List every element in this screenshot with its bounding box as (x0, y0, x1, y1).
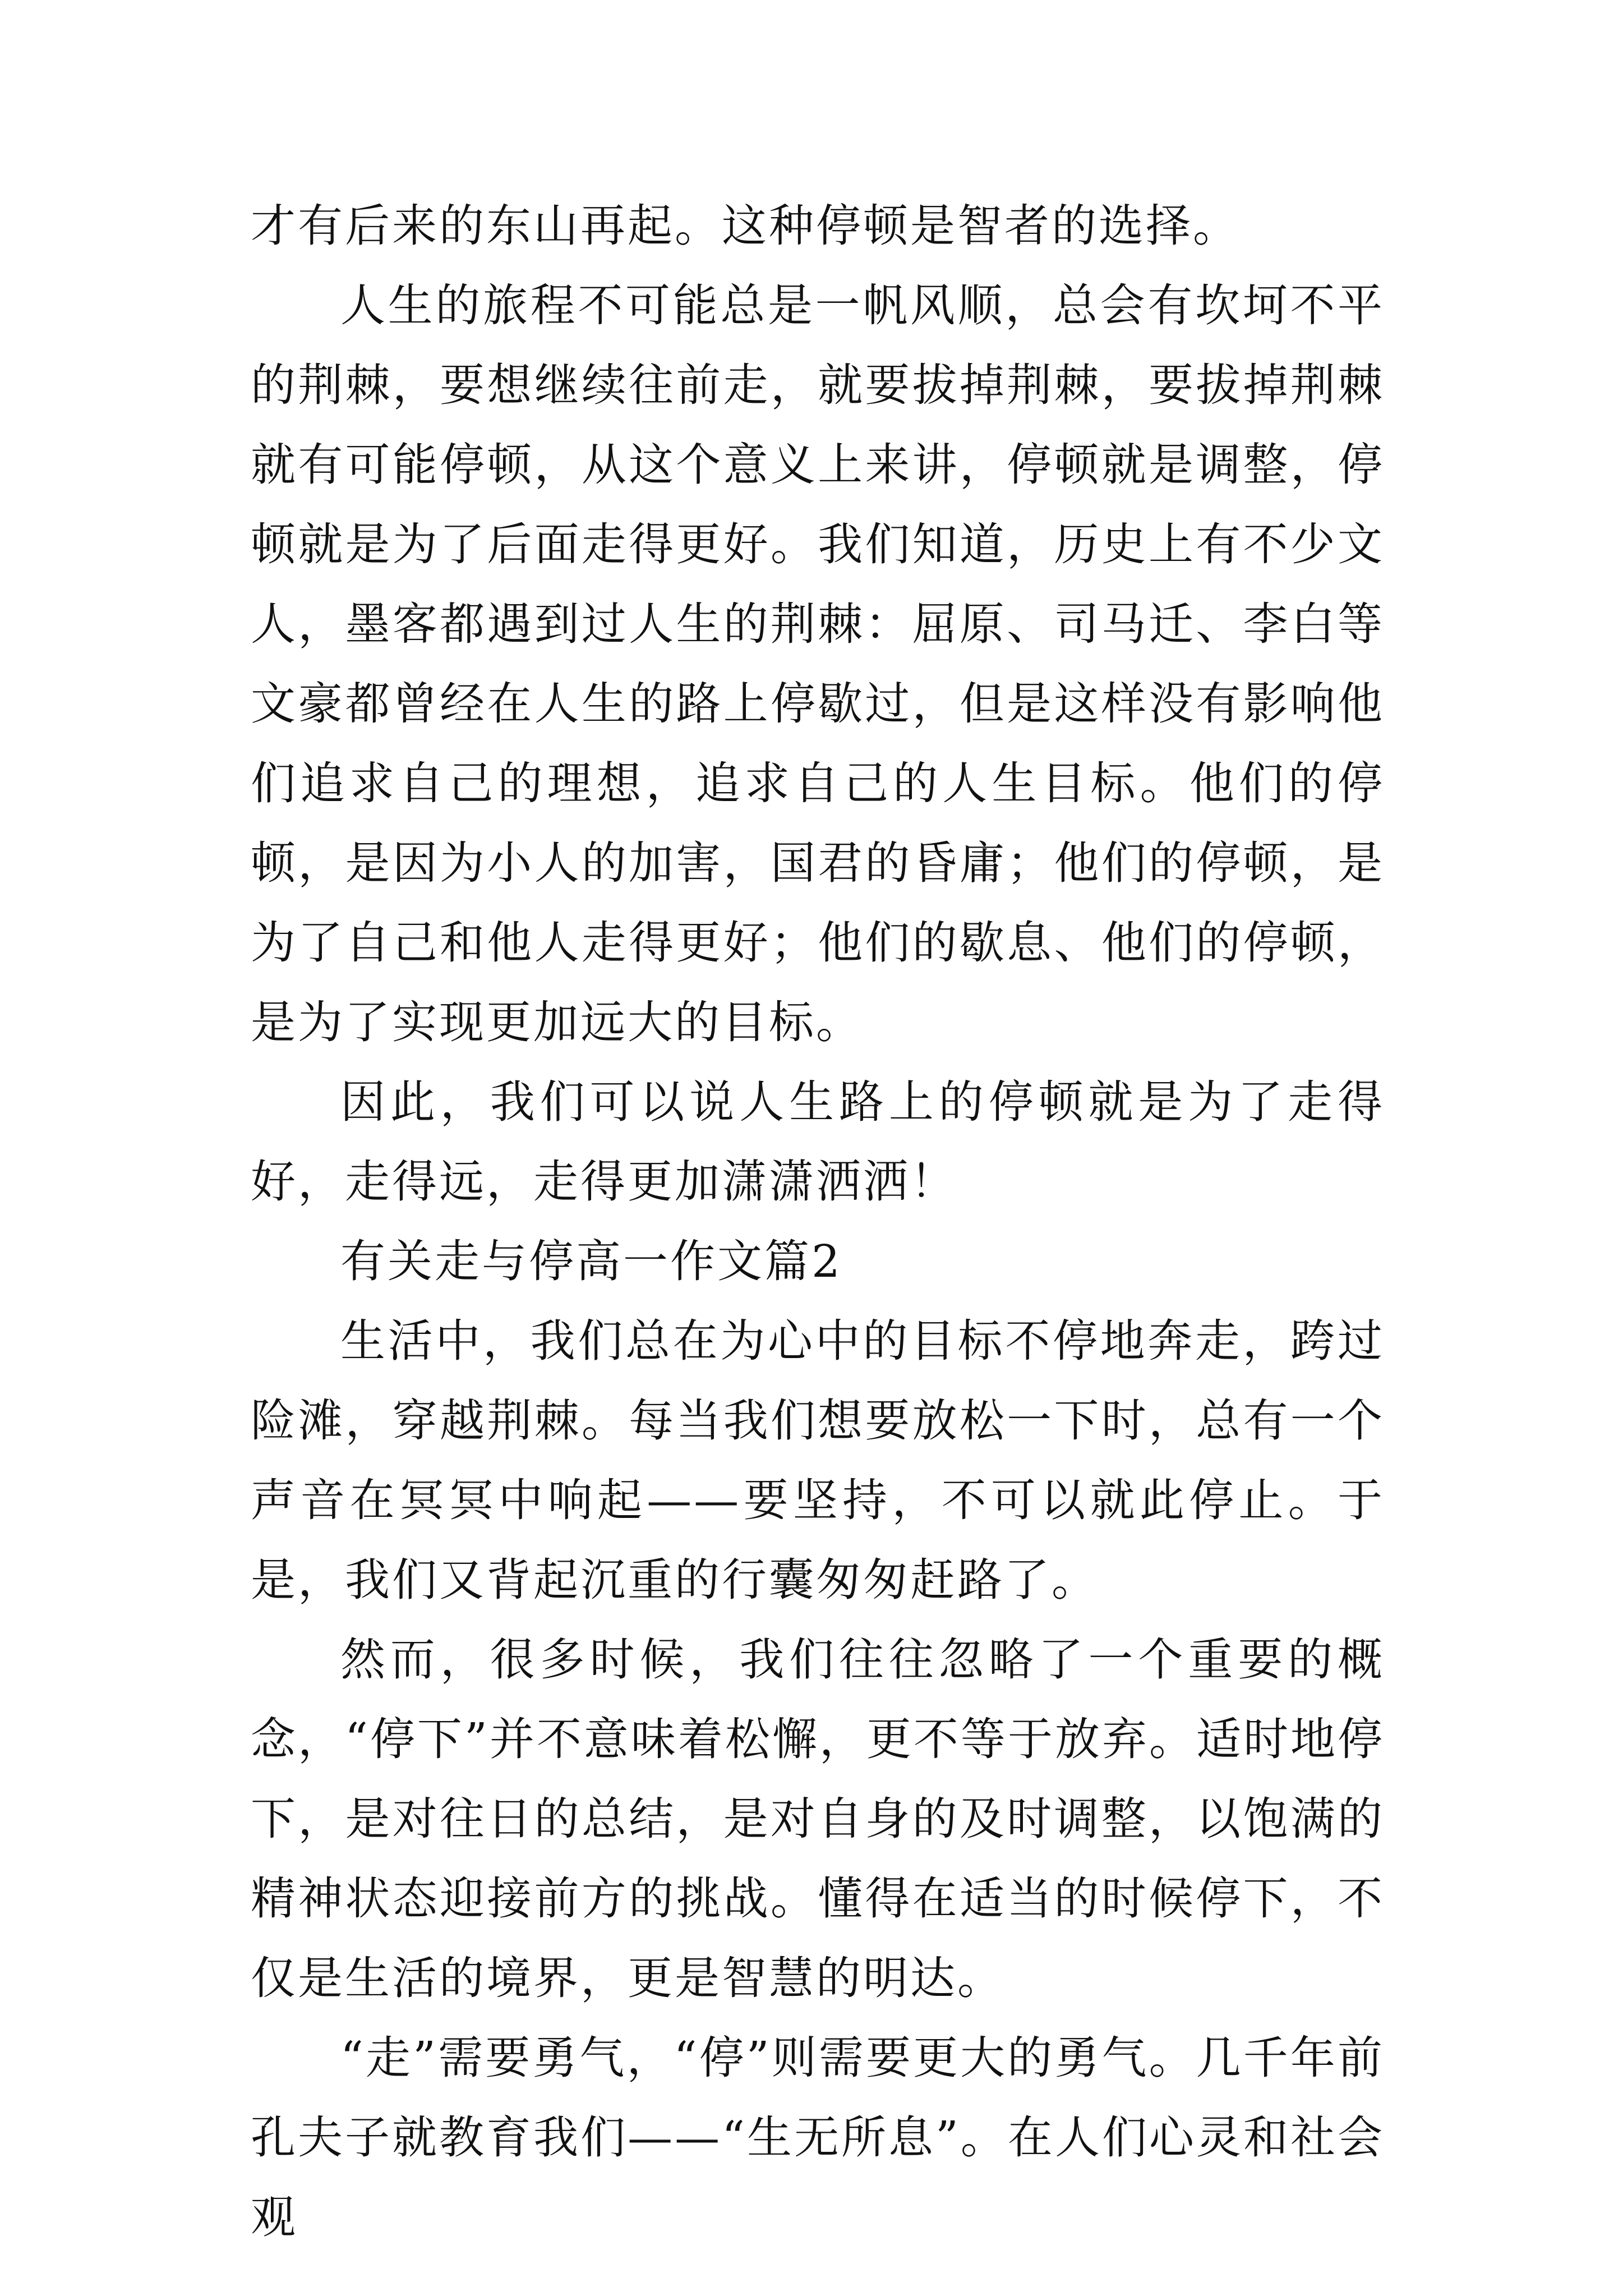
section-heading: 有关走与停高一作文篇2 (340, 1235, 842, 1287)
paragraph-continuation: 才有后来的东山再起。这种停顿是智者的选择。 (251, 200, 1240, 252)
paragraph: 因此，我们可以说人生路上的停顿就是为了走得好，走得远，走得更加潇潇洒洒！ (251, 1076, 1385, 1208)
document-body (251, 186, 1385, 2257)
paragraph: 生活中，我们总在为心中的目标不停地奔走，跨过险滩，穿越荆棘。每当我们想要放松一下时，总有一个声音在冥冥中响起——要坚持，不可以就此停止。于是，我们又背起沉重的行囊匆匆赶路了。 (251, 1315, 1385, 1606)
paragraph: “走”需要勇气，“停”则需要更大的勇气。几千年前孔夫子就教育我们——“生无所息”。在人们心灵和社会观 (251, 2032, 1385, 2243)
paragraph: 人生的旅程不可能总是一帆风顺，总会有坎坷不平的荆棘，要想继续往前走，就要拔掉荆棘，要拔掉荆棘就有可能停顿，从这个意义上来讲，停顿就是调整，停顿就是为了后面走得更好。我们知道，历史上有不少文人，墨客都遇到过人生的荆棘：屈原、司马迁、李白等文豪都曾经在人生的路上停歇过，但是这样没有影响他们追求自己的理想，追求自己的人生目标。他们的停顿，是因为小人的加害，国君的昏庸；他们的停顿，是为了自己和他人走得更好；他们的歇息、他们的停顿，是为了实现更加远大的目标。 (251, 279, 1385, 1048)
paragraph: 然而，很多时候，我们往往忽略了一个重要的概念，“停下”并不意味着松懈，更不等于放弃。适时地停下，是对往日的总结，是对自身的及时调整，以饱满的精神状态迎接前方的挑战。懂得在适当的时候停下，不仅是生活的境界，更是智慧的明达。 (251, 1634, 1385, 2004)
